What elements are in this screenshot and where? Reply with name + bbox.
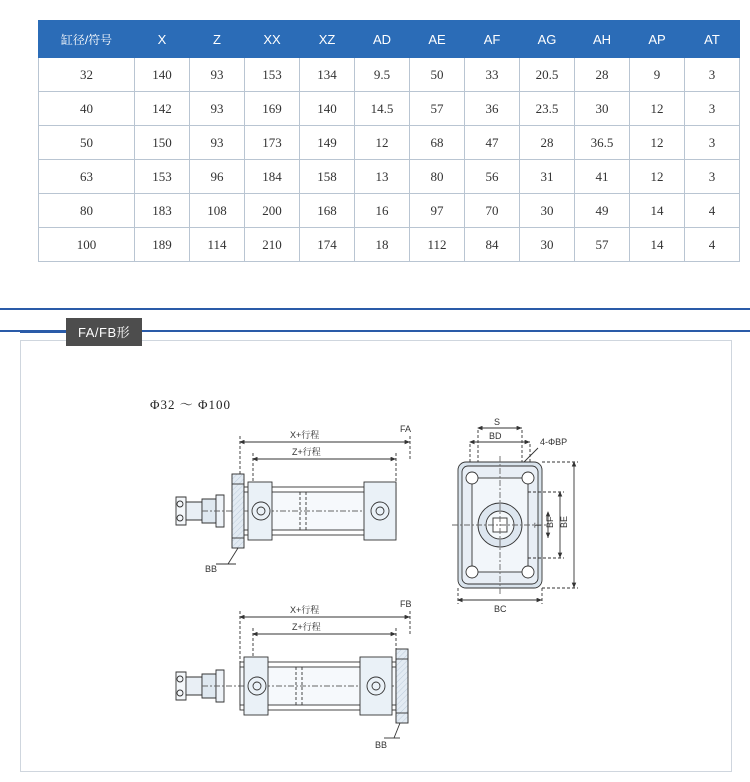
cell-ad: 18 (355, 228, 410, 262)
cell-af: 56 (465, 160, 520, 194)
cell-at: 3 (685, 92, 740, 126)
spec-table-panel (0, 0, 750, 310)
cell-x: 153 (135, 160, 190, 194)
cell-ae: 112 (410, 228, 465, 262)
cell-bore: 63 (39, 160, 135, 194)
svg-text:BE: BE (559, 515, 569, 528)
cell-af: 33 (465, 58, 520, 92)
cell-bore: 32 (39, 58, 135, 92)
cell-xx: 200 (245, 194, 300, 228)
cell-z: 93 (190, 58, 245, 92)
svg-text:BB: BB (375, 740, 388, 750)
spec-table-container (38, 20, 740, 262)
cell-xz: 174 (300, 228, 355, 262)
table-row (39, 160, 740, 194)
column-header-xz: XZ (300, 21, 355, 58)
cell-ah: 28 (575, 58, 630, 92)
column-header-ag: AG (520, 21, 575, 58)
cell-xz: 140 (300, 92, 355, 126)
cell-xx: 153 (245, 58, 300, 92)
svg-text:FA: FA (400, 424, 412, 434)
cell-xz: 134 (300, 58, 355, 92)
svg-text:S: S (494, 417, 501, 427)
cell-ag: 23.5 (520, 92, 575, 126)
column-header-at: AT (685, 21, 740, 58)
column-header-z: Z (190, 21, 245, 58)
cell-x: 140 (135, 58, 190, 92)
table-row (39, 194, 740, 228)
cell-ap: 9 (630, 58, 685, 92)
fa-fb-figure-panel (0, 325, 750, 780)
cell-z: 96 (190, 160, 245, 194)
cell-at: 4 (685, 194, 740, 228)
cell-xz: 158 (300, 160, 355, 194)
column-header-bore: 缸径/符号 (39, 21, 135, 58)
cell-ag: 30 (520, 194, 575, 228)
cell-bore: 50 (39, 126, 135, 160)
cell-ap: 12 (630, 92, 685, 126)
cell-z: 108 (190, 194, 245, 228)
column-header-x: X (135, 21, 190, 58)
column-header-ap: AP (630, 21, 685, 58)
cell-af: 84 (465, 228, 520, 262)
cell-xx: 210 (245, 228, 300, 262)
spec-table (38, 20, 740, 262)
cell-x: 150 (135, 126, 190, 160)
cell-bore: 80 (39, 194, 135, 228)
cell-at: 3 (685, 160, 740, 194)
cell-ah: 36.5 (575, 126, 630, 160)
cell-x: 183 (135, 194, 190, 228)
svg-text:X+行程: X+行程 (290, 605, 320, 615)
cell-ag: 28 (520, 126, 575, 160)
table-row (39, 228, 740, 262)
cell-xx: 169 (245, 92, 300, 126)
cell-xz: 168 (300, 194, 355, 228)
cell-ap: 12 (630, 126, 685, 160)
cell-af: 36 (465, 92, 520, 126)
svg-text:X+行程: X+行程 (290, 430, 320, 440)
flange-end-view (452, 417, 578, 614)
column-header-ad: AD (355, 21, 410, 58)
svg-text:Z+行程: Z+行程 (292, 622, 321, 632)
cell-at: 4 (685, 228, 740, 262)
cell-bore: 100 (39, 228, 135, 262)
cell-ae: 50 (410, 58, 465, 92)
cell-ag: 31 (520, 160, 575, 194)
cell-ad: 16 (355, 194, 410, 228)
svg-text:BD: BD (489, 431, 502, 441)
cell-at: 3 (685, 58, 740, 92)
spec-table-head (39, 21, 740, 58)
column-header-ae: AE (410, 21, 465, 58)
table-row (39, 58, 740, 92)
cell-ad: 14.5 (355, 92, 410, 126)
cell-xx: 173 (245, 126, 300, 160)
cell-af: 70 (465, 194, 520, 228)
cell-ad: 12 (355, 126, 410, 160)
table-row (39, 92, 740, 126)
cell-ae: 97 (410, 194, 465, 228)
table-row (39, 126, 740, 160)
cell-ae: 80 (410, 160, 465, 194)
column-header-af: AF (465, 21, 520, 58)
svg-text:BF: BF (545, 516, 555, 528)
cell-ah: 30 (575, 92, 630, 126)
cell-af: 47 (465, 126, 520, 160)
fb-cylinder-view (176, 599, 412, 750)
cell-ae: 68 (410, 126, 465, 160)
svg-text:BC: BC (494, 604, 507, 614)
cell-ap: 14 (630, 228, 685, 262)
table-header-row (39, 21, 740, 58)
fa-fb-drawing (0, 332, 750, 782)
svg-text:T: T (533, 522, 543, 528)
cell-ah: 57 (575, 228, 630, 262)
cell-x: 142 (135, 92, 190, 126)
svg-text:FB: FB (400, 599, 412, 609)
cell-xz: 149 (300, 126, 355, 160)
cell-z: 93 (190, 126, 245, 160)
svg-text:BB: BB (205, 564, 218, 574)
svg-text:4-ΦBP: 4-ΦBP (540, 437, 568, 447)
cell-ah: 49 (575, 194, 630, 228)
cell-z: 93 (190, 92, 245, 126)
cell-ad: 9.5 (355, 58, 410, 92)
cell-ag: 30 (520, 228, 575, 262)
cell-xx: 184 (245, 160, 300, 194)
svg-text:Z+行程: Z+行程 (292, 447, 321, 457)
spec-table-body (39, 58, 740, 262)
cell-bore: 40 (39, 92, 135, 126)
column-header-ah: AH (575, 21, 630, 58)
cell-ah: 41 (575, 160, 630, 194)
cell-ag: 20.5 (520, 58, 575, 92)
cell-ae: 57 (410, 92, 465, 126)
cell-ap: 14 (630, 194, 685, 228)
cell-ad: 13 (355, 160, 410, 194)
column-header-xx: XX (245, 21, 300, 58)
cell-x: 189 (135, 228, 190, 262)
bore-range-label: Φ32 ～ Φ100 (150, 397, 232, 412)
fa-cylinder-view (176, 424, 411, 574)
section-tag-fa-fb: FA/FB形 (66, 318, 142, 346)
cell-ap: 12 (630, 160, 685, 194)
cell-at: 3 (685, 126, 740, 160)
cell-z: 114 (190, 228, 245, 262)
